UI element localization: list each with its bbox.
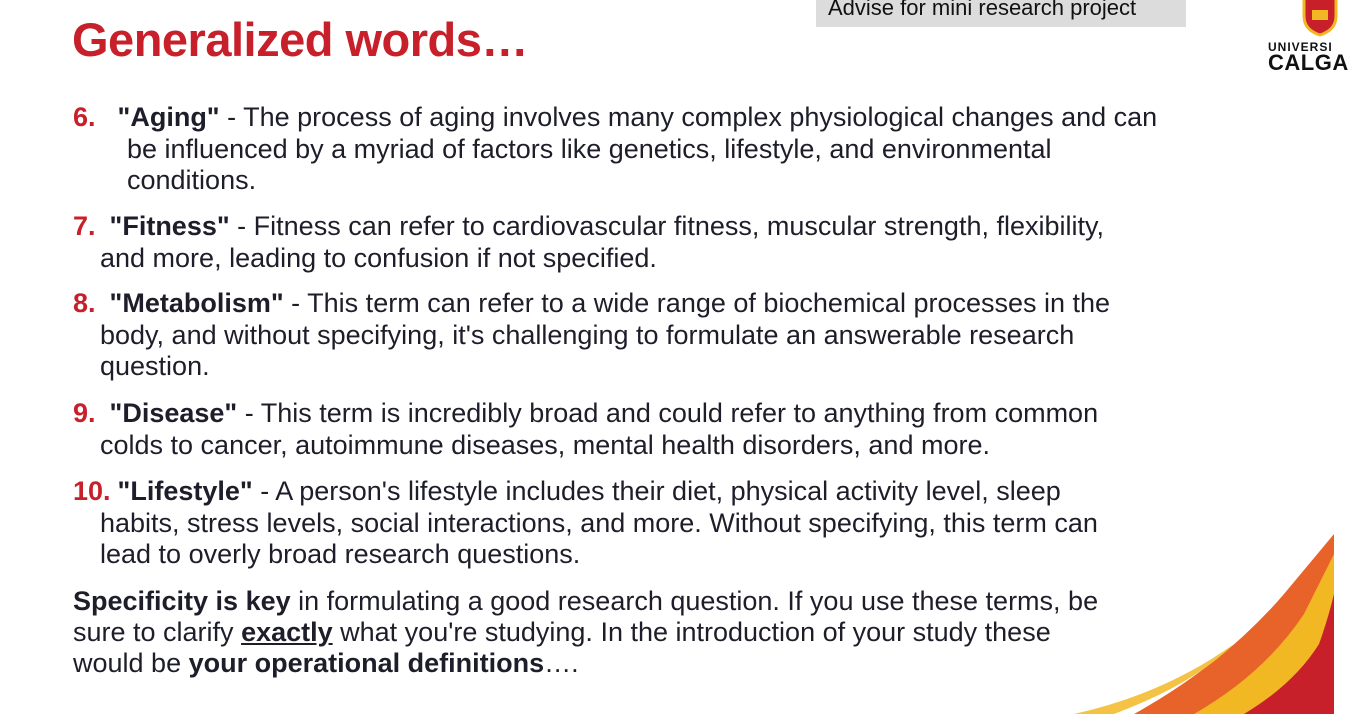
item-text: conditions. bbox=[127, 165, 257, 195]
item-term: "Lifestyle" bbox=[117, 476, 253, 506]
item-text: - This term can refer to a wide range of biochemical processes in the bbox=[283, 288, 1111, 318]
emphasis-text: Specificity is key bbox=[73, 586, 291, 616]
item-text: colds to cancer, autoimmune diseases, mental health disorders, and more. bbox=[100, 429, 990, 460]
item-number: 7. bbox=[73, 211, 96, 241]
item-term: "Metabolism" bbox=[109, 288, 284, 318]
page-title: Generalized words… bbox=[72, 13, 528, 66]
item-text: and more, leading to confusion if not specified. bbox=[100, 242, 657, 273]
summary-text: what you're studying. In the introduction of your study these bbox=[332, 617, 1051, 647]
item-text: - Fitness can refer to cardiovascular fitness, muscular strength, flexibility, bbox=[229, 211, 1104, 241]
crest-icon bbox=[1302, 0, 1338, 36]
section-tag: Advise for mini research project bbox=[816, 0, 1186, 27]
summary-paragraph bbox=[73, 586, 1098, 679]
item-term: "Fitness" bbox=[109, 211, 230, 241]
list-item bbox=[73, 211, 1104, 274]
summary-text: sure to clarify bbox=[73, 617, 242, 647]
university-logo bbox=[1262, 0, 1349, 80]
item-text: be influenced by a myriad of factors like genetics, lifestyle, and environmental bbox=[127, 133, 1052, 164]
item-number: 10. bbox=[73, 476, 111, 506]
item-text: - The process of aging involves many complex physiological changes and can bbox=[219, 102, 1158, 132]
underlined-text: exactly bbox=[241, 617, 333, 647]
item-text: habits, stress levels, social interactions, and more. Without specifying, this term can bbox=[100, 507, 1098, 538]
summary-text: would be bbox=[73, 648, 189, 678]
corner-swoosh-decoration bbox=[1074, 534, 1334, 714]
item-text: lead to overly broad research questions. bbox=[100, 539, 581, 569]
emphasis-text: your operational definitions bbox=[188, 648, 545, 678]
summary-text: …. bbox=[544, 648, 579, 678]
logo-text-bottom: CALGA bbox=[1268, 50, 1349, 75]
item-number: 9. bbox=[73, 398, 96, 428]
list-item bbox=[73, 102, 1157, 197]
item-text: body, and without specifying, it's challenging to formulate an answerable research bbox=[100, 319, 1075, 350]
list-item bbox=[73, 398, 1098, 461]
item-text: question. bbox=[100, 351, 210, 381]
item-term: "Aging" bbox=[117, 102, 220, 132]
summary-text: in formulating a good research question. If you use these terms, be bbox=[290, 586, 1099, 616]
item-term: "Disease" bbox=[109, 398, 238, 428]
list-item bbox=[73, 288, 1110, 383]
item-text: - A person's lifestyle includes their diet, physical activity level, sleep bbox=[252, 476, 1061, 506]
item-number: 6. bbox=[73, 102, 96, 132]
logo-text-top: UNIVERSI bbox=[1268, 40, 1333, 54]
item-text: - This term is incredibly broad and could refer to anything from common bbox=[237, 398, 1099, 428]
list-item bbox=[73, 476, 1098, 571]
item-number: 8. bbox=[73, 288, 96, 318]
